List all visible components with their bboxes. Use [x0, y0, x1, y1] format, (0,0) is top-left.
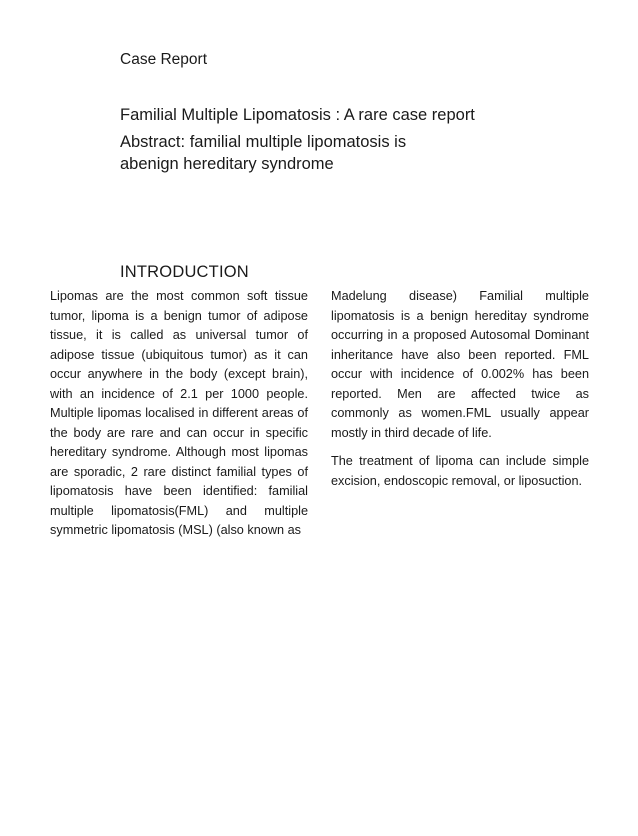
section-heading-introduction: INTRODUCTION [120, 263, 249, 281]
body-column-left [50, 287, 308, 541]
intro-paragraph-2: Madelung disease) Familial multiple lipomatosis is a benign hereditay syndrome occurring in a proposed Autosomal Dominant inheritance have also been reported. FML occur with incidence of 0.002% has been reported. Men are affected twice as commonly as women.FML usually appear mostly in third decade of life. [331, 289, 589, 440]
paper-title: Familial Multiple Lipomatosis : A rare case report [120, 106, 475, 124]
intro-paragraph-3: The treatment of lipoma can include simple excision, endoscopic removal, or liposuction. [331, 454, 589, 488]
abstract-text: Abstract: familial multiple lipomatosis is abenign hereditary syndrome [120, 133, 407, 173]
intro-paragraph-1: Lipomas are the most common soft tissue tumor, lipoma is a benign tumor of adipose tissue, it is called as universal tumor of adipose tissue (ubiquitous tumor) as it can occur anywhere in the body (except brain), with an incidence of 2.1 per 1000 people. Multiple lipomas localised in different areas of the body are rare and can occur in specific hereditary syndrome. Although most lipomas are sporadic, 2 rare distinct familial types of lipomatosis have been identified: familial multiple lipomatosis(FML) and multiple symmetric lipomatosis (MSL) (also known as [50, 289, 308, 537]
article-type-label: Case Report [120, 51, 208, 68]
body-column-right [331, 287, 589, 491]
